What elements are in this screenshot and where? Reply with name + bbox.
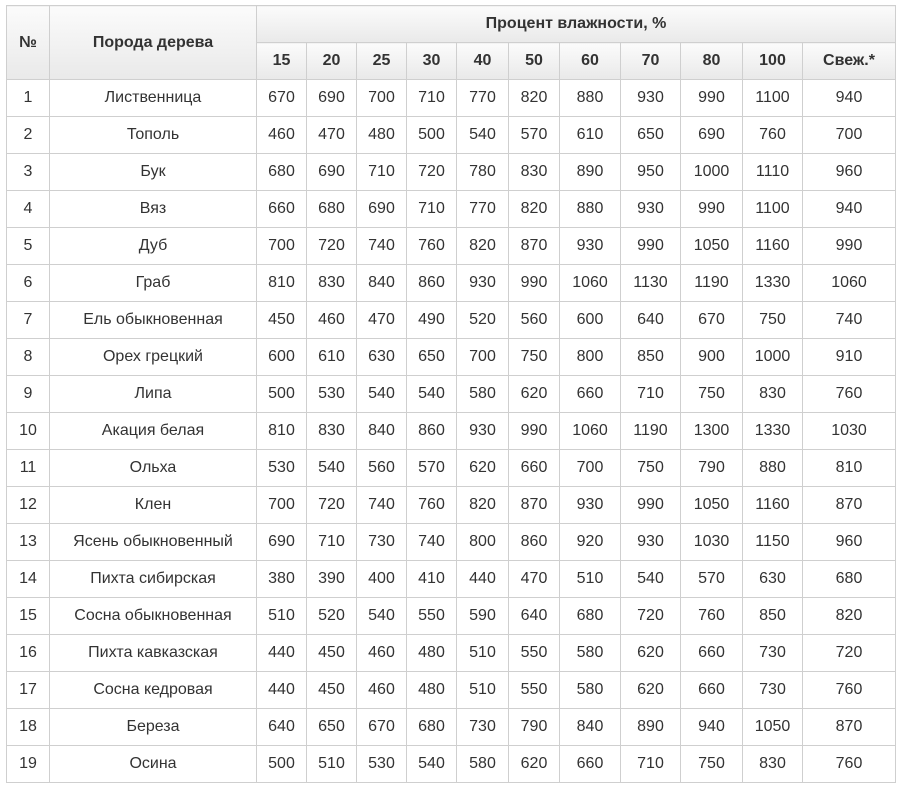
density-value-cell: 540	[457, 117, 509, 154]
density-value-cell: 670	[357, 709, 407, 746]
row-number-cell: 18	[7, 709, 50, 746]
density-value-cell: 730	[743, 672, 803, 709]
density-value-cell: 460	[357, 635, 407, 672]
table-row	[7, 672, 896, 709]
density-value-cell: 620	[509, 746, 560, 783]
density-value-cell: 600	[257, 339, 307, 376]
row-number-cell: 13	[7, 524, 50, 561]
density-value-cell: 580	[457, 376, 509, 413]
row-number-cell: 7	[7, 302, 50, 339]
density-value-cell: 890	[621, 709, 681, 746]
column-header-humidity: 20	[307, 43, 357, 80]
species-cell: Береза	[50, 709, 257, 746]
density-value-cell: 850	[743, 598, 803, 635]
density-value-cell: 660	[681, 635, 743, 672]
density-value-cell: 500	[407, 117, 457, 154]
density-value-cell: 460	[307, 302, 357, 339]
density-value-cell: 1100	[743, 80, 803, 117]
wood-density-table	[6, 5, 896, 783]
density-value-cell: 660	[560, 746, 621, 783]
density-value-cell: 570	[681, 561, 743, 598]
density-value-cell: 810	[257, 413, 307, 450]
row-number-cell: 19	[7, 746, 50, 783]
density-value-cell: 410	[407, 561, 457, 598]
density-value-cell: 680	[407, 709, 457, 746]
density-value-cell: 990	[621, 487, 681, 524]
density-value-cell: 810	[803, 450, 896, 487]
density-value-cell: 860	[407, 413, 457, 450]
density-value-cell: 690	[357, 191, 407, 228]
density-value-cell: 500	[257, 746, 307, 783]
row-number-cell: 12	[7, 487, 50, 524]
density-value-cell: 570	[509, 117, 560, 154]
table-row	[7, 265, 896, 302]
density-value-cell: 930	[560, 487, 621, 524]
density-value-cell: 540	[621, 561, 681, 598]
column-header-species: Порода дерева	[50, 6, 257, 80]
row-number-cell: 15	[7, 598, 50, 635]
density-value-cell: 560	[509, 302, 560, 339]
density-value-cell: 820	[803, 598, 896, 635]
density-value-cell: 490	[407, 302, 457, 339]
density-value-cell: 720	[407, 154, 457, 191]
density-value-cell: 840	[357, 413, 407, 450]
density-value-cell: 930	[621, 80, 681, 117]
density-value-cell: 1100	[743, 191, 803, 228]
density-value-cell: 380	[257, 561, 307, 598]
density-value-cell: 670	[681, 302, 743, 339]
density-value-cell: 930	[457, 413, 509, 450]
density-value-cell: 830	[509, 154, 560, 191]
density-value-cell: 800	[560, 339, 621, 376]
density-value-cell: 1030	[803, 413, 896, 450]
density-value-cell: 830	[743, 376, 803, 413]
density-value-cell: 880	[560, 80, 621, 117]
density-value-cell: 710	[407, 80, 457, 117]
density-value-cell: 560	[357, 450, 407, 487]
species-cell: Сосна обыкновенная	[50, 598, 257, 635]
density-value-cell: 930	[457, 265, 509, 302]
density-value-cell: 930	[621, 191, 681, 228]
species-cell: Пихта сибирская	[50, 561, 257, 598]
density-value-cell: 820	[509, 191, 560, 228]
density-value-cell: 1190	[621, 413, 681, 450]
density-value-cell: 750	[621, 450, 681, 487]
species-cell: Ольха	[50, 450, 257, 487]
density-value-cell: 670	[257, 80, 307, 117]
density-value-cell: 950	[621, 154, 681, 191]
column-header-humidity: 80	[681, 43, 743, 80]
density-value-cell: 990	[509, 413, 560, 450]
column-header-humidity: Свеж.*	[803, 43, 896, 80]
density-value-cell: 820	[457, 228, 509, 265]
species-cell: Бук	[50, 154, 257, 191]
density-value-cell: 1160	[743, 228, 803, 265]
column-header-humidity: 60	[560, 43, 621, 80]
density-value-cell: 1060	[560, 413, 621, 450]
column-header-humidity: 15	[257, 43, 307, 80]
density-value-cell: 700	[257, 228, 307, 265]
density-value-cell: 730	[743, 635, 803, 672]
species-cell: Орех грецкий	[50, 339, 257, 376]
density-value-cell: 800	[457, 524, 509, 561]
species-cell: Акация белая	[50, 413, 257, 450]
table-row	[7, 413, 896, 450]
column-header-humidity: 40	[457, 43, 509, 80]
density-value-cell: 540	[357, 598, 407, 635]
density-value-cell: 440	[457, 561, 509, 598]
density-value-cell: 870	[803, 487, 896, 524]
density-value-cell: 460	[257, 117, 307, 154]
table-row	[7, 709, 896, 746]
density-value-cell: 720	[307, 487, 357, 524]
density-value-cell: 760	[803, 376, 896, 413]
density-value-cell: 830	[743, 746, 803, 783]
density-value-cell: 570	[407, 450, 457, 487]
density-value-cell: 700	[357, 80, 407, 117]
density-value-cell: 530	[307, 376, 357, 413]
density-value-cell: 1000	[681, 154, 743, 191]
density-value-cell: 940	[803, 80, 896, 117]
density-value-cell: 530	[257, 450, 307, 487]
density-value-cell: 940	[681, 709, 743, 746]
species-cell: Осина	[50, 746, 257, 783]
density-value-cell: 1050	[681, 487, 743, 524]
density-value-cell: 580	[457, 746, 509, 783]
density-value-cell: 520	[457, 302, 509, 339]
species-cell: Сосна кедровая	[50, 672, 257, 709]
density-value-cell: 650	[407, 339, 457, 376]
density-value-cell: 390	[307, 561, 357, 598]
row-number-cell: 9	[7, 376, 50, 413]
density-value-cell: 590	[457, 598, 509, 635]
row-number-cell: 5	[7, 228, 50, 265]
density-value-cell: 680	[257, 154, 307, 191]
density-value-cell: 730	[457, 709, 509, 746]
density-value-cell: 790	[509, 709, 560, 746]
density-value-cell: 1060	[560, 265, 621, 302]
species-cell: Вяз	[50, 191, 257, 228]
density-value-cell: 700	[457, 339, 509, 376]
density-value-cell: 870	[509, 487, 560, 524]
density-value-cell: 760	[803, 672, 896, 709]
table-row	[7, 376, 896, 413]
density-value-cell: 830	[307, 265, 357, 302]
table-row	[7, 598, 896, 635]
row-number-cell: 4	[7, 191, 50, 228]
density-value-cell: 820	[457, 487, 509, 524]
density-value-cell: 750	[509, 339, 560, 376]
density-value-cell: 480	[407, 635, 457, 672]
density-value-cell: 960	[803, 154, 896, 191]
table-header	[7, 6, 896, 80]
density-value-cell: 930	[621, 524, 681, 561]
density-value-cell: 540	[407, 746, 457, 783]
species-cell: Лиственница	[50, 80, 257, 117]
table-row	[7, 487, 896, 524]
density-value-cell: 940	[803, 191, 896, 228]
density-value-cell: 470	[307, 117, 357, 154]
density-value-cell: 990	[681, 80, 743, 117]
table-row	[7, 524, 896, 561]
density-value-cell: 1110	[743, 154, 803, 191]
density-value-cell: 830	[307, 413, 357, 450]
density-value-cell: 660	[509, 450, 560, 487]
density-value-cell: 550	[509, 635, 560, 672]
density-value-cell: 550	[407, 598, 457, 635]
density-value-cell: 990	[803, 228, 896, 265]
density-value-cell: 1060	[803, 265, 896, 302]
density-value-cell: 450	[307, 635, 357, 672]
column-header-num: №	[7, 6, 50, 80]
density-value-cell: 690	[307, 80, 357, 117]
density-value-cell: 1030	[681, 524, 743, 561]
row-number-cell: 8	[7, 339, 50, 376]
density-value-cell: 760	[407, 228, 457, 265]
density-value-cell: 920	[560, 524, 621, 561]
density-value-cell: 1300	[681, 413, 743, 450]
density-value-cell: 510	[307, 746, 357, 783]
density-value-cell: 1150	[743, 524, 803, 561]
density-value-cell: 540	[307, 450, 357, 487]
density-value-cell: 690	[681, 117, 743, 154]
density-value-cell: 760	[681, 598, 743, 635]
density-value-cell: 710	[357, 154, 407, 191]
density-value-cell: 710	[307, 524, 357, 561]
density-value-cell: 640	[257, 709, 307, 746]
density-value-cell: 870	[803, 709, 896, 746]
row-number-cell: 1	[7, 80, 50, 117]
table-row	[7, 117, 896, 154]
density-value-cell: 710	[621, 376, 681, 413]
row-number-cell: 3	[7, 154, 50, 191]
density-value-cell: 450	[307, 672, 357, 709]
density-value-cell: 600	[560, 302, 621, 339]
table-row	[7, 339, 896, 376]
density-value-cell: 760	[803, 746, 896, 783]
density-value-cell: 770	[457, 191, 509, 228]
table-row	[7, 191, 896, 228]
density-value-cell: 870	[509, 228, 560, 265]
density-value-cell: 860	[407, 265, 457, 302]
density-value-cell: 740	[407, 524, 457, 561]
density-value-cell: 680	[560, 598, 621, 635]
species-cell: Граб	[50, 265, 257, 302]
density-value-cell: 900	[681, 339, 743, 376]
density-value-cell: 660	[560, 376, 621, 413]
density-value-cell: 1050	[743, 709, 803, 746]
density-value-cell: 1050	[681, 228, 743, 265]
density-value-cell: 820	[509, 80, 560, 117]
density-value-cell: 1000	[743, 339, 803, 376]
density-value-cell: 580	[560, 672, 621, 709]
density-value-cell: 540	[357, 376, 407, 413]
header-row-top	[7, 6, 896, 43]
density-value-cell: 640	[621, 302, 681, 339]
density-value-cell: 880	[560, 191, 621, 228]
density-value-cell: 810	[257, 265, 307, 302]
table-row	[7, 561, 896, 598]
column-header-humidity: 100	[743, 43, 803, 80]
species-cell: Пихта кавказская	[50, 635, 257, 672]
density-value-cell: 510	[457, 635, 509, 672]
density-value-cell: 640	[509, 598, 560, 635]
density-value-cell: 650	[307, 709, 357, 746]
density-value-cell: 520	[307, 598, 357, 635]
density-value-cell: 480	[407, 672, 457, 709]
density-value-cell: 760	[743, 117, 803, 154]
row-number-cell: 10	[7, 413, 50, 450]
density-value-cell: 880	[743, 450, 803, 487]
density-value-cell: 700	[257, 487, 307, 524]
column-header-humidity: 25	[357, 43, 407, 80]
species-cell: Дуб	[50, 228, 257, 265]
density-value-cell: 710	[407, 191, 457, 228]
density-value-cell: 910	[803, 339, 896, 376]
density-value-cell: 610	[307, 339, 357, 376]
density-value-cell: 770	[457, 80, 509, 117]
density-value-cell: 1130	[621, 265, 681, 302]
density-value-cell: 990	[509, 265, 560, 302]
density-value-cell: 990	[681, 191, 743, 228]
density-value-cell: 620	[509, 376, 560, 413]
density-value-cell: 720	[621, 598, 681, 635]
table-row	[7, 450, 896, 487]
density-value-cell: 750	[681, 746, 743, 783]
density-value-cell: 550	[509, 672, 560, 709]
density-value-cell: 840	[560, 709, 621, 746]
density-value-cell: 530	[357, 746, 407, 783]
density-value-cell: 700	[560, 450, 621, 487]
row-number-cell: 11	[7, 450, 50, 487]
density-value-cell: 750	[743, 302, 803, 339]
column-header-humidity: 70	[621, 43, 681, 80]
density-value-cell: 1330	[743, 413, 803, 450]
column-header-humidity: 50	[509, 43, 560, 80]
density-value-cell: 690	[307, 154, 357, 191]
density-value-cell: 620	[621, 672, 681, 709]
density-value-cell: 450	[257, 302, 307, 339]
column-header-humidity-group: Процент влажности, %	[257, 6, 896, 43]
density-value-cell: 650	[621, 117, 681, 154]
table-row	[7, 635, 896, 672]
density-value-cell: 730	[357, 524, 407, 561]
density-value-cell: 620	[621, 635, 681, 672]
column-header-humidity: 30	[407, 43, 457, 80]
species-cell: Клен	[50, 487, 257, 524]
density-value-cell: 790	[681, 450, 743, 487]
density-value-cell: 760	[407, 487, 457, 524]
row-number-cell: 2	[7, 117, 50, 154]
density-value-cell: 740	[803, 302, 896, 339]
density-value-cell: 460	[357, 672, 407, 709]
density-value-cell: 700	[803, 117, 896, 154]
density-value-cell: 400	[357, 561, 407, 598]
density-value-cell: 750	[681, 376, 743, 413]
species-cell: Ель обыкновенная	[50, 302, 257, 339]
density-value-cell: 1160	[743, 487, 803, 524]
table-row	[7, 228, 896, 265]
density-value-cell: 860	[509, 524, 560, 561]
density-value-cell: 840	[357, 265, 407, 302]
density-value-cell: 680	[803, 561, 896, 598]
density-value-cell: 510	[560, 561, 621, 598]
species-cell: Липа	[50, 376, 257, 413]
density-value-cell: 930	[560, 228, 621, 265]
species-cell: Ясень обыкновенный	[50, 524, 257, 561]
density-value-cell: 510	[257, 598, 307, 635]
density-value-cell: 540	[407, 376, 457, 413]
density-value-cell: 630	[743, 561, 803, 598]
table-row	[7, 746, 896, 783]
table-body	[7, 80, 896, 783]
density-value-cell: 890	[560, 154, 621, 191]
density-value-cell: 780	[457, 154, 509, 191]
density-value-cell: 660	[257, 191, 307, 228]
density-value-cell: 960	[803, 524, 896, 561]
row-number-cell: 17	[7, 672, 50, 709]
density-value-cell: 740	[357, 487, 407, 524]
density-value-cell: 1330	[743, 265, 803, 302]
table-row	[7, 154, 896, 191]
density-value-cell: 720	[307, 228, 357, 265]
density-value-cell: 660	[681, 672, 743, 709]
density-value-cell: 440	[257, 635, 307, 672]
density-value-cell: 440	[257, 672, 307, 709]
density-value-cell: 480	[357, 117, 407, 154]
density-value-cell: 470	[509, 561, 560, 598]
density-value-cell: 680	[307, 191, 357, 228]
density-value-cell: 470	[357, 302, 407, 339]
row-number-cell: 14	[7, 561, 50, 598]
species-cell: Тополь	[50, 117, 257, 154]
density-value-cell: 620	[457, 450, 509, 487]
density-value-cell: 610	[560, 117, 621, 154]
density-value-cell: 510	[457, 672, 509, 709]
row-number-cell: 16	[7, 635, 50, 672]
density-value-cell: 990	[621, 228, 681, 265]
density-value-cell: 720	[803, 635, 896, 672]
density-value-cell: 500	[257, 376, 307, 413]
density-value-cell: 630	[357, 339, 407, 376]
density-value-cell: 740	[357, 228, 407, 265]
density-value-cell: 580	[560, 635, 621, 672]
density-value-cell: 690	[257, 524, 307, 561]
table-row	[7, 302, 896, 339]
density-value-cell: 710	[621, 746, 681, 783]
table-row	[7, 80, 896, 117]
density-value-cell: 850	[621, 339, 681, 376]
row-number-cell: 6	[7, 265, 50, 302]
density-value-cell: 1190	[681, 265, 743, 302]
